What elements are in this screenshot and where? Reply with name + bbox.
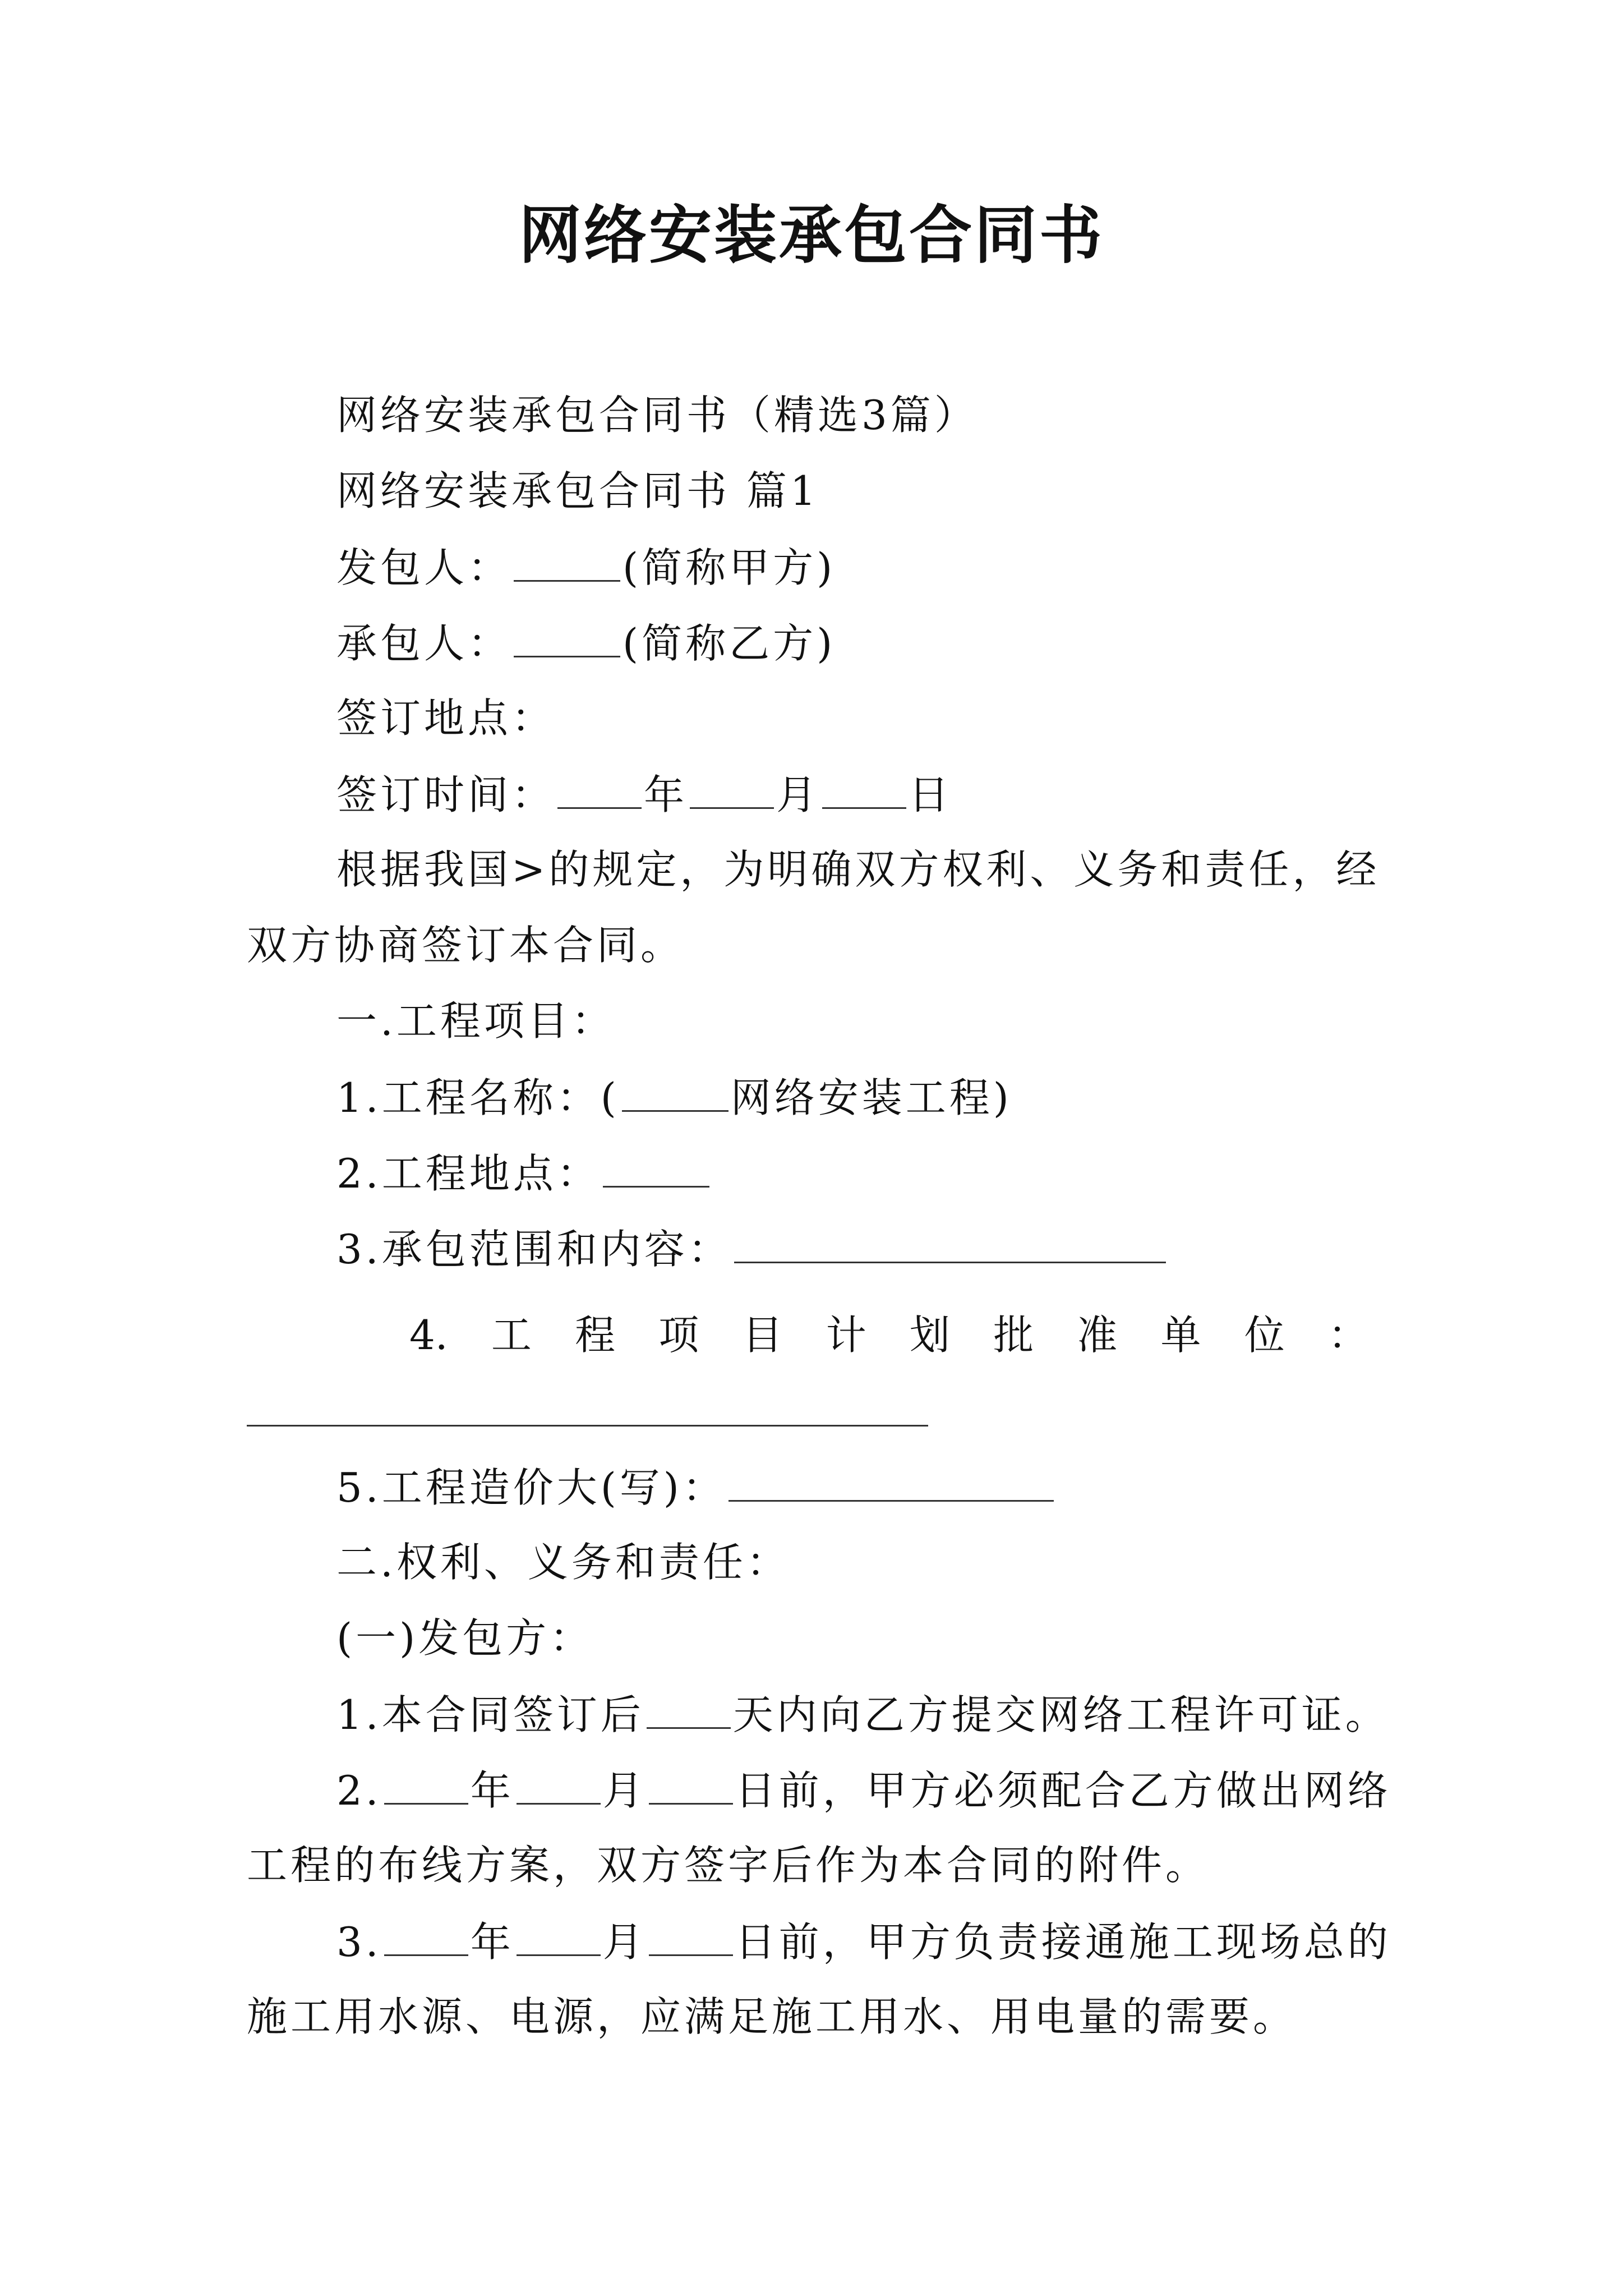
spread-char: 位 [1244,1312,1285,1359]
month-label: 月 [776,771,820,818]
body-text: 双方协商签订本合同。 [247,922,685,969]
contractor-line [336,614,836,671]
clause-text: 1.本合同签订后 [336,1691,644,1738]
year-label: 年 [644,771,688,818]
section-heading: 网络安装承包合同书 篇1 [336,467,819,514]
employer-note: (简称甲方) [623,544,836,591]
blank-field [384,1913,468,1956]
project-name-label: 1.工程名称：( [336,1074,620,1121]
year-label: 年 [470,1767,514,1814]
spread-char: 单 [1160,1312,1201,1359]
blank-field [622,1069,728,1112]
section-heading: 一.工程项目： [336,997,615,1045]
document-title: 网络安装承包合同书 [519,199,1104,272]
day-label: 日 [909,771,953,818]
spread-char: 4. [409,1312,448,1359]
project-cost-line [336,1458,1056,1516]
project-location-line [336,1144,712,1202]
signing-place-line: 签订地点： [336,694,556,742]
spread-char: 批 [993,1312,1034,1359]
clause-number: 3. [336,1918,382,1966]
blank-field [517,1761,601,1805]
blank-field [822,766,906,809]
month-label: 月 [602,1767,647,1814]
section-heading: 二.权利、义务和责任： [336,1539,790,1586]
spread-char: 目 [742,1312,783,1359]
month-label: 月 [602,1918,647,1966]
blank-field [690,766,774,809]
clause-text: 天内向乙方提交网络工程许可证。 [732,1691,1389,1738]
signing-time-label: 签订时间： [336,771,556,818]
blank-field [514,614,620,657]
blank-field [517,1913,601,1956]
scope-label: 3.承包范围和内容： [336,1226,732,1273]
scope-line [336,1220,1168,1277]
spread-char: 程 [575,1312,616,1359]
clause-text: 日前，甲方负责接通施工现场总的 [735,1918,1391,1966]
body-text: 工程的布线方案，双方签字后作为本合同的附件。 [247,1842,1210,1889]
contractor-note: (简称乙方) [623,620,836,667]
project-cost-label: 5.工程造价大(写)： [336,1464,726,1511]
blank-field [557,766,642,809]
blank-field [384,1761,468,1805]
spread-char: ： [1327,1312,1368,1359]
spread-char: 项 [658,1312,699,1359]
body-text: 根据我国>的规定，为明确双方权利、义务和责任，经 [336,846,1380,893]
blank-field-long [247,1425,928,1427]
approval-unit-line [409,1307,1368,1363]
blank-field [649,1761,733,1805]
project-name-suffix: 网络安装工程) [730,1074,1012,1121]
spread-char: 计 [826,1312,866,1359]
employer-line [336,539,836,596]
body-text: 施工用水源、电源，应满足施工用水、用电量的需要。 [247,1993,1297,2040]
spread-char: 准 [1077,1312,1118,1359]
blank-field [649,1913,733,1956]
project-name-line [336,1069,1012,1126]
clause-line [336,1913,1391,1970]
clause-text: 日前，甲方必须配合乙方做出网络 [735,1767,1391,1814]
blank-field [647,1686,731,1729]
project-location-label: 2.工程地点： [336,1150,601,1197]
subtitle-line: 网络安装承包合同书（精选3篇） [336,392,978,439]
blank-field [603,1144,709,1188]
spread-char: 划 [909,1312,950,1359]
clause-line [336,1761,1391,1819]
employer-label: 发包人： [336,544,512,591]
clause-line [336,1686,1389,1743]
clause-number: 2. [336,1767,382,1814]
blank-field [728,1458,1054,1502]
blank-field [734,1220,1166,1263]
blank-field [514,539,620,582]
contractor-label: 承包人： [336,620,512,667]
year-label: 年 [470,1918,514,1966]
signing-time-line [336,766,952,823]
subsection-heading: (一)发包方： [336,1614,594,1662]
spread-char: 工 [491,1312,532,1359]
